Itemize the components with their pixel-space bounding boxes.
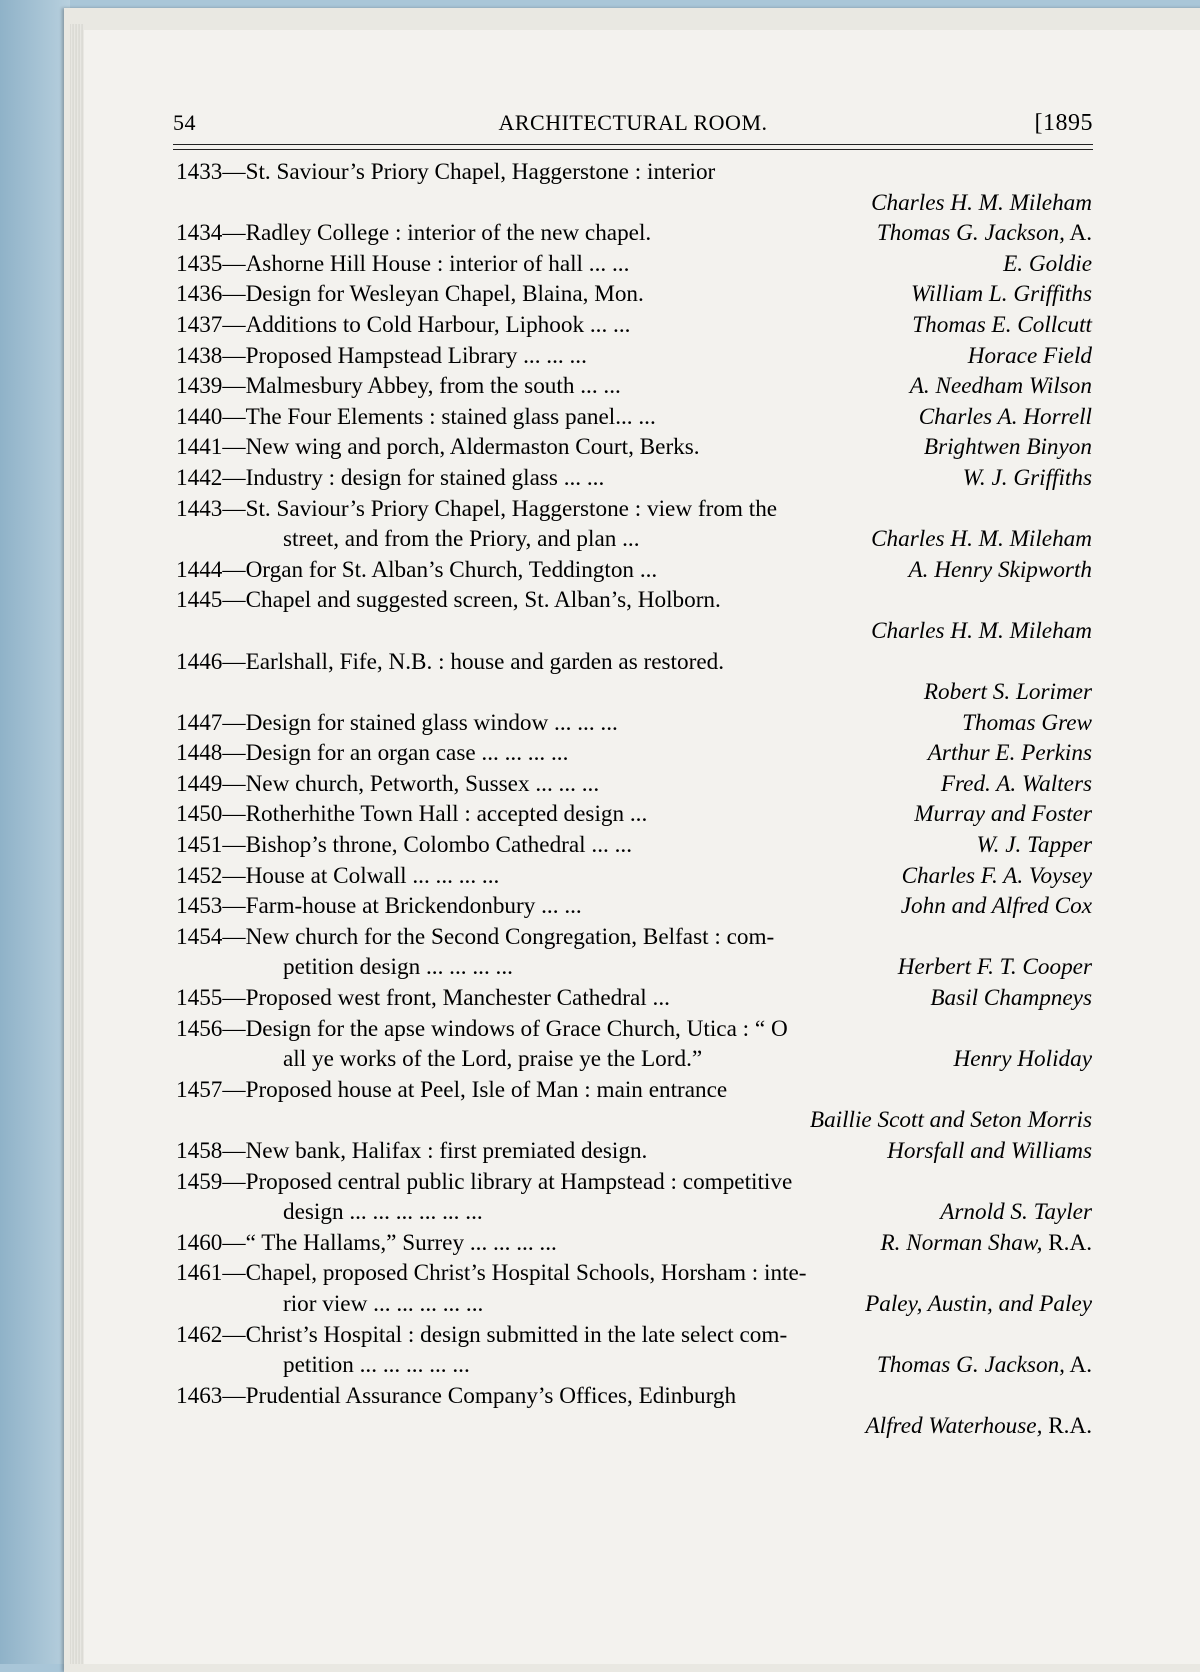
running-header — [173, 106, 1093, 142]
entry-architect — [880, 1228, 1092, 1259]
catalogue-entries — [176, 157, 1092, 1442]
catalogue-entry — [176, 1014, 1092, 1075]
architect-name: Horace Field — [967, 342, 1092, 369]
entry-title: rior view ... ... ... ... ... — [283, 1290, 484, 1317]
catalogue-entry — [176, 371, 1092, 402]
architect-name: Baillie Scott and Seton Morris — [809, 1107, 1092, 1134]
entry-title: 1455—Proposed west front, Manchester Cathedral ... — [176, 985, 670, 1012]
entry-title: 1444—Organ for St. Alban’s Church, Teddington ... — [176, 556, 658, 583]
entry-line — [176, 555, 1092, 586]
entry-line — [176, 861, 1092, 892]
entry-architect — [930, 983, 1092, 1014]
entry-line — [176, 585, 1092, 616]
catalogue-entry — [176, 830, 1092, 861]
entry-line — [176, 952, 1092, 983]
catalogue-entry — [176, 738, 1092, 769]
architect-honour: A. — [1064, 1352, 1092, 1379]
entry-architect — [865, 1411, 1092, 1442]
entry-line — [176, 769, 1092, 800]
entry-architect — [865, 1289, 1092, 1320]
entry-line — [176, 1289, 1092, 1320]
catalogue-entry — [176, 463, 1092, 494]
entry-architect — [908, 555, 1092, 586]
entry-line — [176, 1014, 1092, 1045]
entry-title: 1438—Proposed Hampstead Library ... ... ... — [176, 342, 587, 369]
catalogue-entry — [176, 494, 1092, 555]
entry-architect — [901, 891, 1092, 922]
architect-name: Alfred Waterhouse, — [865, 1413, 1043, 1440]
scan-backdrop — [0, 0, 70, 1664]
catalogue-entry — [176, 157, 1092, 218]
architect-name: Charles A. Horrell — [918, 403, 1092, 430]
entry-title: 1452—House at Colwall ... ... ... ... — [176, 862, 500, 889]
catalogue-entry — [176, 891, 1092, 922]
architect-name: William L. Griffiths — [910, 281, 1092, 308]
entry-title: 1451—Bishop’s throne, Colombo Cathedral ... ... — [176, 832, 632, 859]
entry-title: 1458—New bank, Halifax : first premiated design. — [176, 1138, 648, 1164]
entry-line — [176, 708, 1092, 739]
catalogue-entry — [176, 861, 1092, 892]
entry-architect — [912, 310, 1092, 341]
architect-name: W. J. Tapper — [976, 832, 1092, 859]
entry-title: street, and from the Priory, and plan ... — [283, 526, 640, 553]
entry-title: 1441—New wing and porch, Aldermaston Court, Berks. — [176, 434, 700, 461]
entry-title: petition design ... ... ... ... — [283, 954, 513, 981]
entry-line — [176, 1136, 1092, 1167]
entry-line — [176, 157, 1092, 188]
architect-name: Thomas E. Collcutt — [912, 311, 1092, 338]
architect-name: Horsfall and Williams — [887, 1138, 1092, 1164]
architect-name: John and Alfred Cox — [900, 893, 1092, 920]
entry-line — [176, 1381, 1092, 1412]
architect-name: A. Henry Skipworth — [908, 556, 1092, 583]
architect-name: Basil Champneys — [930, 985, 1092, 1012]
architect-honour: R.A. — [1042, 1413, 1092, 1440]
catalogue-entry — [176, 1258, 1092, 1319]
architect-name: Fred. A. Walters — [940, 770, 1092, 797]
entry-architect — [976, 830, 1092, 861]
entry-architect — [877, 1350, 1092, 1381]
entry-architect — [871, 524, 1092, 555]
catalogue-entry — [176, 218, 1092, 249]
architect-name: Herbert F. T. Cooper — [897, 954, 1092, 981]
entry-title: 1453—Farm-house at Brickendonbury ... ... — [176, 893, 582, 920]
architect-name: Brightwen Binyon — [923, 434, 1092, 461]
entry-architect — [924, 677, 1092, 708]
architect-name: Arnold S. Tayler — [940, 1199, 1092, 1226]
catalogue-entry — [176, 1228, 1092, 1259]
entry-title: 1457—Proposed house at Peel, Isle of Man : main entrance — [176, 1076, 728, 1103]
page-number: 54 — [173, 110, 196, 135]
architect-name: Charles F. A. Voysey — [901, 862, 1092, 889]
page-title: ARCHITECTURAL ROOM. — [498, 110, 768, 135]
entry-line — [176, 1320, 1092, 1351]
architect-name: Robert S. Lorimer — [923, 679, 1092, 706]
entry-line — [176, 402, 1092, 433]
entry-line — [176, 922, 1092, 953]
architect-name: R. Norman Shaw, — [880, 1229, 1043, 1256]
entry-line — [176, 279, 1092, 310]
entry-title: 1459—Proposed central public library at Hampstead : competitive — [176, 1168, 793, 1195]
entry-architect — [871, 616, 1092, 647]
entry-architect — [928, 738, 1092, 769]
entry-architect — [1003, 249, 1092, 280]
entry-line — [176, 1411, 1092, 1442]
entry-title: 1449—New church, Petworth, Sussex ... ... ... — [176, 770, 600, 797]
header-rule-thick — [173, 144, 1093, 145]
architect-name: Henry Holiday — [953, 1046, 1092, 1073]
header-year: [1895 — [1034, 110, 1093, 136]
entry-line — [176, 1075, 1092, 1106]
entry-architect — [887, 1136, 1092, 1167]
entry-title: 1450—Rotherhithe Town Hall : accepted design ... — [176, 801, 648, 828]
entry-line — [176, 1228, 1092, 1259]
catalogue-entry — [176, 585, 1092, 646]
entry-line — [176, 524, 1092, 555]
architect-name: Thomas Grew — [962, 709, 1092, 736]
catalogue-entry — [176, 647, 1092, 708]
entry-architect — [963, 463, 1092, 494]
entry-title: 1446—Earlshall, Fife, N.B. : house and garden as restored. — [176, 648, 724, 675]
catalogue-entry — [176, 279, 1092, 310]
entry-title: 1435—Ashorne Hill House : interior of hall ... ... — [176, 250, 630, 277]
entry-architect — [941, 769, 1092, 800]
architect-honour: R.A. — [1042, 1229, 1092, 1256]
catalogue-entry — [176, 432, 1092, 463]
entry-line — [176, 891, 1092, 922]
entry-title: 1445—Chapel and suggested screen, St. Alban’s, Holborn. — [176, 587, 721, 614]
entry-line — [176, 463, 1092, 494]
entry-title: 1440—The Four Elements : stained glass panel... ... — [176, 403, 656, 430]
entry-line — [176, 341, 1092, 372]
entry-line — [176, 1167, 1092, 1198]
architect-name: Paley, Austin, and Paley — [865, 1290, 1092, 1317]
entry-title: 1439—Malmesbury Abbey, from the south ... ... — [176, 373, 621, 400]
entry-title: 1463—Prudential Assurance Company’s Offices, Edinburgh — [176, 1382, 737, 1409]
entry-title: 1433—St. Saviour’s Priory Chapel, Haggerstone : interior — [176, 159, 716, 185]
entry-title: petition ... ... ... ... ... — [283, 1352, 470, 1379]
entry-title: 1460—“ The Hallams,” Surrey ... ... ... ... — [176, 1229, 557, 1256]
entry-title: 1462—Christ’s Hospital : design submitted in the late select com- — [176, 1321, 788, 1348]
entry-architect — [810, 1105, 1092, 1136]
architect-name: E. Goldie — [1003, 250, 1092, 277]
entry-line — [176, 830, 1092, 861]
entry-title: 1443—St. Saviour’s Priory Chapel, Haggerstone : view from the — [176, 495, 778, 522]
page-edges — [70, 24, 84, 1664]
entry-title: design ... ... ... ... ... ... — [283, 1199, 483, 1226]
catalogue-entry — [176, 983, 1092, 1014]
entry-line — [176, 983, 1092, 1014]
entry-architect — [871, 188, 1092, 219]
entry-line — [176, 738, 1092, 769]
catalogue-entry — [176, 555, 1092, 586]
catalogue-entry — [176, 708, 1092, 739]
architect-name: Arthur E. Perkins — [927, 740, 1092, 767]
entry-title: 1442—Industry : design for stained glass ... ... — [176, 464, 605, 491]
entry-line — [176, 310, 1092, 341]
entry-architect — [902, 861, 1092, 892]
catalogue-entry — [176, 402, 1092, 433]
entry-line — [176, 799, 1092, 830]
catalogue-entry — [176, 1167, 1092, 1228]
entry-architect — [911, 279, 1092, 310]
entry-title: 1461—Chapel, proposed Christ’s Hospital Schools, Horsham : inte- — [176, 1260, 807, 1287]
catalogue-entry — [176, 769, 1092, 800]
entry-line — [176, 1350, 1092, 1381]
entry-architect — [914, 799, 1092, 830]
catalogue-entry — [176, 249, 1092, 280]
architect-name: Charles H. M. Mileham — [871, 617, 1092, 644]
entry-architect — [898, 952, 1092, 983]
entry-line — [176, 249, 1092, 280]
architect-name: A. Needham Wilson — [909, 373, 1092, 400]
entry-line — [176, 188, 1092, 219]
entry-title: 1456—Design for the apse windows of Grace Church, Utica : “ O — [176, 1015, 788, 1042]
catalogue-entry — [176, 1136, 1092, 1167]
architect-name: Charles H. M. Mileham — [871, 526, 1092, 553]
architect-name: Murray and Foster — [914, 801, 1092, 828]
entry-line — [176, 1044, 1092, 1075]
entry-architect — [919, 402, 1092, 433]
architect-name: Charles H. M. Mileham — [871, 189, 1092, 216]
entry-line — [176, 218, 1092, 249]
entry-architect — [940, 1197, 1092, 1228]
architect-name: W. J. Griffiths — [962, 464, 1092, 491]
architect-name: Thomas G. Jackson, — [876, 1352, 1065, 1379]
entry-title: 1447—Design for stained glass window ... ... ... — [176, 709, 618, 736]
entry-line — [176, 1258, 1092, 1289]
catalogue-entry — [176, 1320, 1092, 1381]
entry-title: 1437—Additions to Cold Harbour, Liphook ... ... — [176, 311, 631, 338]
entry-architect — [954, 1044, 1092, 1075]
entry-title: 1454—New church for the Second Congregation, Belfast : com- — [176, 923, 775, 950]
architect-honour: A. — [1064, 220, 1092, 247]
entry-line — [176, 1197, 1092, 1228]
architect-name: Thomas G. Jackson, — [876, 220, 1065, 247]
catalogue-entry — [176, 922, 1092, 983]
entry-line — [176, 647, 1092, 678]
entry-line — [176, 371, 1092, 402]
entry-title: 1434—Radley College : interior of the new chapel. — [176, 220, 652, 247]
entry-architect — [910, 371, 1092, 402]
header-rule-thin — [173, 149, 1093, 150]
entry-line — [176, 677, 1092, 708]
entry-architect — [877, 218, 1092, 249]
entry-line — [176, 616, 1092, 647]
entry-title: 1436—Design for Wesleyan Chapel, Blaina, Mon. — [176, 281, 644, 308]
entry-title: all ye works of the Lord, praise ye the Lord.” — [283, 1046, 703, 1073]
entry-title: 1448—Design for an organ case ... ... ... ... — [176, 740, 569, 767]
entry-architect — [924, 432, 1092, 463]
catalogue-entry — [176, 310, 1092, 341]
entry-line — [176, 1105, 1092, 1136]
entry-line — [176, 432, 1092, 463]
entry-architect — [968, 341, 1092, 372]
catalogue-entry — [176, 341, 1092, 372]
entry-architect — [962, 708, 1092, 739]
catalogue-entry — [176, 1381, 1092, 1442]
catalogue-entry — [176, 1075, 1092, 1136]
catalogue-entry — [176, 799, 1092, 830]
entry-line — [176, 494, 1092, 525]
